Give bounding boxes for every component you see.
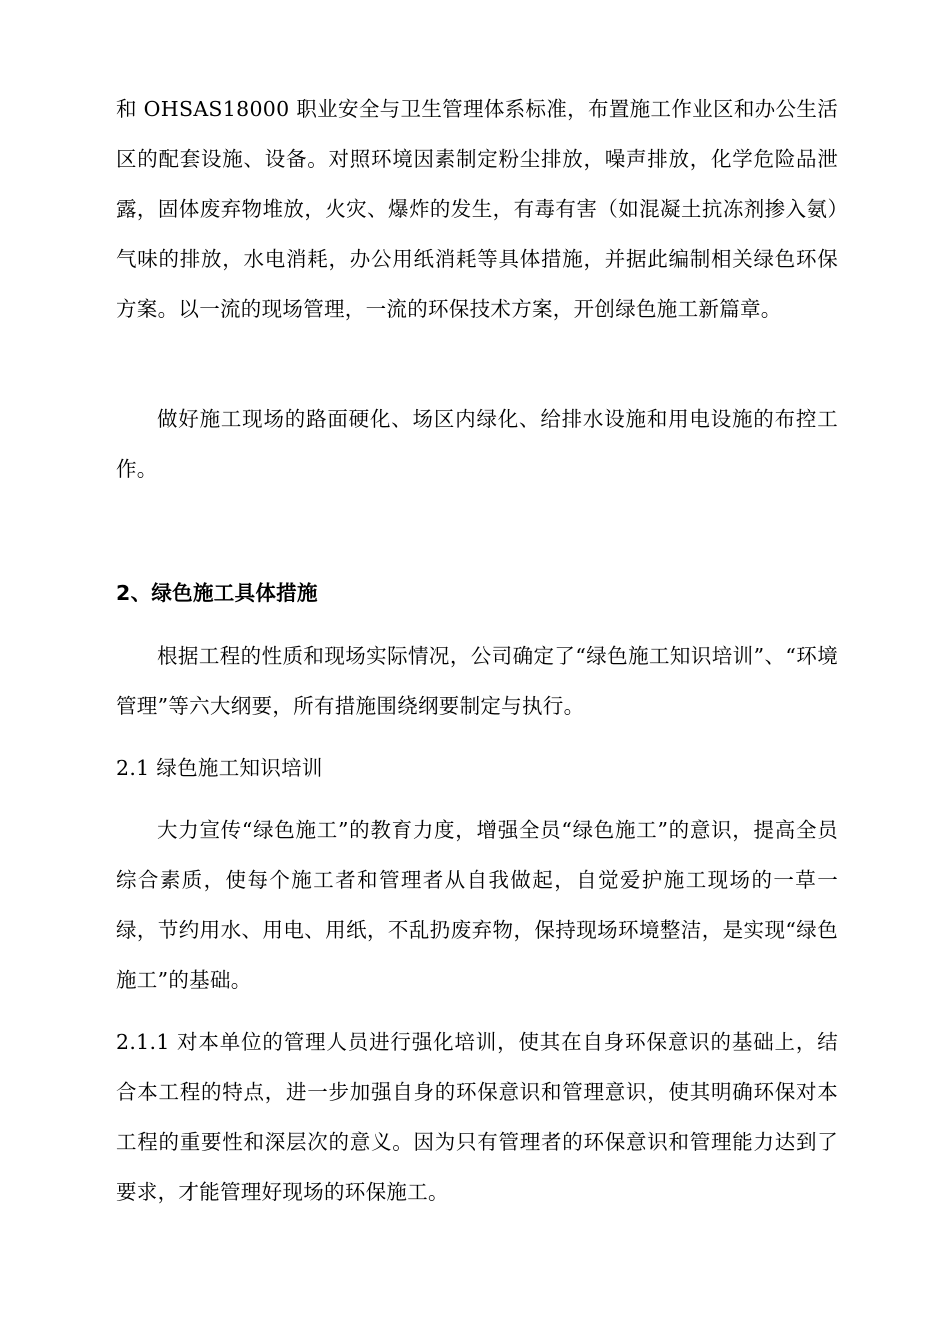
paragraph-environment-measures: 和 OHSAS18000 职业安全与卫生管理体系标准，布置施工作业区和办公生活区的配套设施、设备。对照环境因素制定粉尘排放，噪声排放，化学危险品泄露，固体废弃物堆放，火灾、爆炸的发生，有毒有害（如混凝土抗冻剂掺入氨）气味的排放，水电消耗，办公用纸消耗等具体措施，并据此编制相关绿色环保方案。以一流的现场管理，一流的环保技术方案，开创绿色施工新篇章。 [116,97,838,321]
paragraph-site-hardening: 做好施工现场的路面硬化、场区内绿化、给排水设施和用电设施的布控工作。 [116,407,838,481]
paragraph-promotion: 大力宣传“绿色施工”的教育力度，增强全员“绿色施工”的意识，提高全员综合素质，使每个施工者和管理者从自我做起，自觉爱护施工现场的一草一绿，节约用水、用电、用纸，不乱扔废弃物，保持现场环境整洁，是实现“绿色施工”的基础。 [116,818,838,992]
section-heading-green-construction-measures: 2、绿色施工具体措施 [116,581,318,605]
paragraph-six-outlines: 根据工程的性质和现场实际情况，公司确定了“绿色施工知识培训”、“环境管理”等六大纲要，所有措施围绕纲要制定与执行。 [116,644,838,718]
paragraph-manager-training: 2.1.1 对本单位的管理人员进行强化培训，使其在自身环保意识的基础上，结合本工程的特点，进一步加强自身的环保意识和管理意识，使其明确环保对本工程的重要性和深层次的意义。因为只有管理者的环保意识和管理能力达到了要求，才能管理好现场的环保施工。 [116,1030,838,1204]
subsection-heading-knowledge-training: 2.1 绿色施工知识培训 [116,756,323,780]
